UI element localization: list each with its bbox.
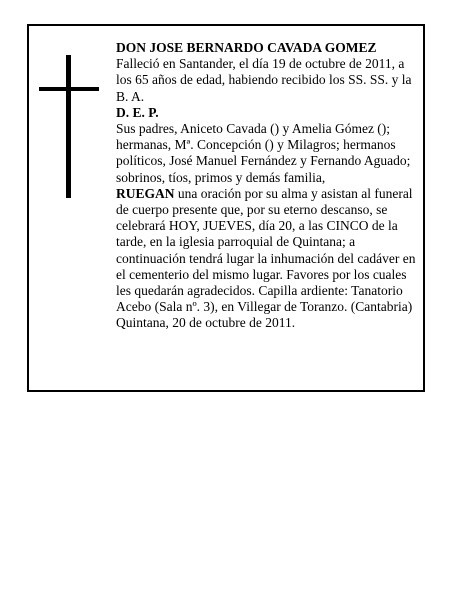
notice-text <box>116 40 421 332</box>
family-list: Sus padres, Aniceto Cavada () y Amelia Gómez (); hermanas, Mª. Concepción () y Milagros; hermanos políticos, José Manuel Fernández y Fernando Aguado; sobrinos, tíos, primos y demás familia, <box>116 121 411 185</box>
cross-vertical-bar <box>66 55 71 198</box>
cross-horizontal-bar <box>39 87 99 91</box>
funeral-info <box>116 186 421 316</box>
death-info: Falleció en Santander, el día 19 de octubre de 2011, a los 65 años de edad, habiendo recibido los SS. SS. y la B. A. <box>116 56 412 104</box>
obituary-notice <box>27 24 425 392</box>
place-date: Quintana, 20 de octubre de 2011. <box>116 315 296 331</box>
rip-line: D. E. P. <box>116 104 159 120</box>
cross-icon <box>39 55 99 198</box>
ruegan-label: RUEGAN <box>116 185 175 201</box>
funeral-details: una oración por su alma y asistan al funeral de cuerpo presente que, por su eterno descanso, se celebrará HOY, JUEVES, día 20, a las CINCO de la tarde, en la iglesia parroquial de Quintana; a continuación tendrá lugar la inhumación del cadáver en el cementerio del mismo lugar. Favores por los cuales les quedarán agradecidos. Capilla ardiente: Tanatorio Acebo (Sala nº. 3), en Villegar de Toranzo. (Cantabria) <box>116 185 416 315</box>
deceased-name: DON JOSE BERNARDO CAVADA GOMEZ <box>116 40 377 55</box>
